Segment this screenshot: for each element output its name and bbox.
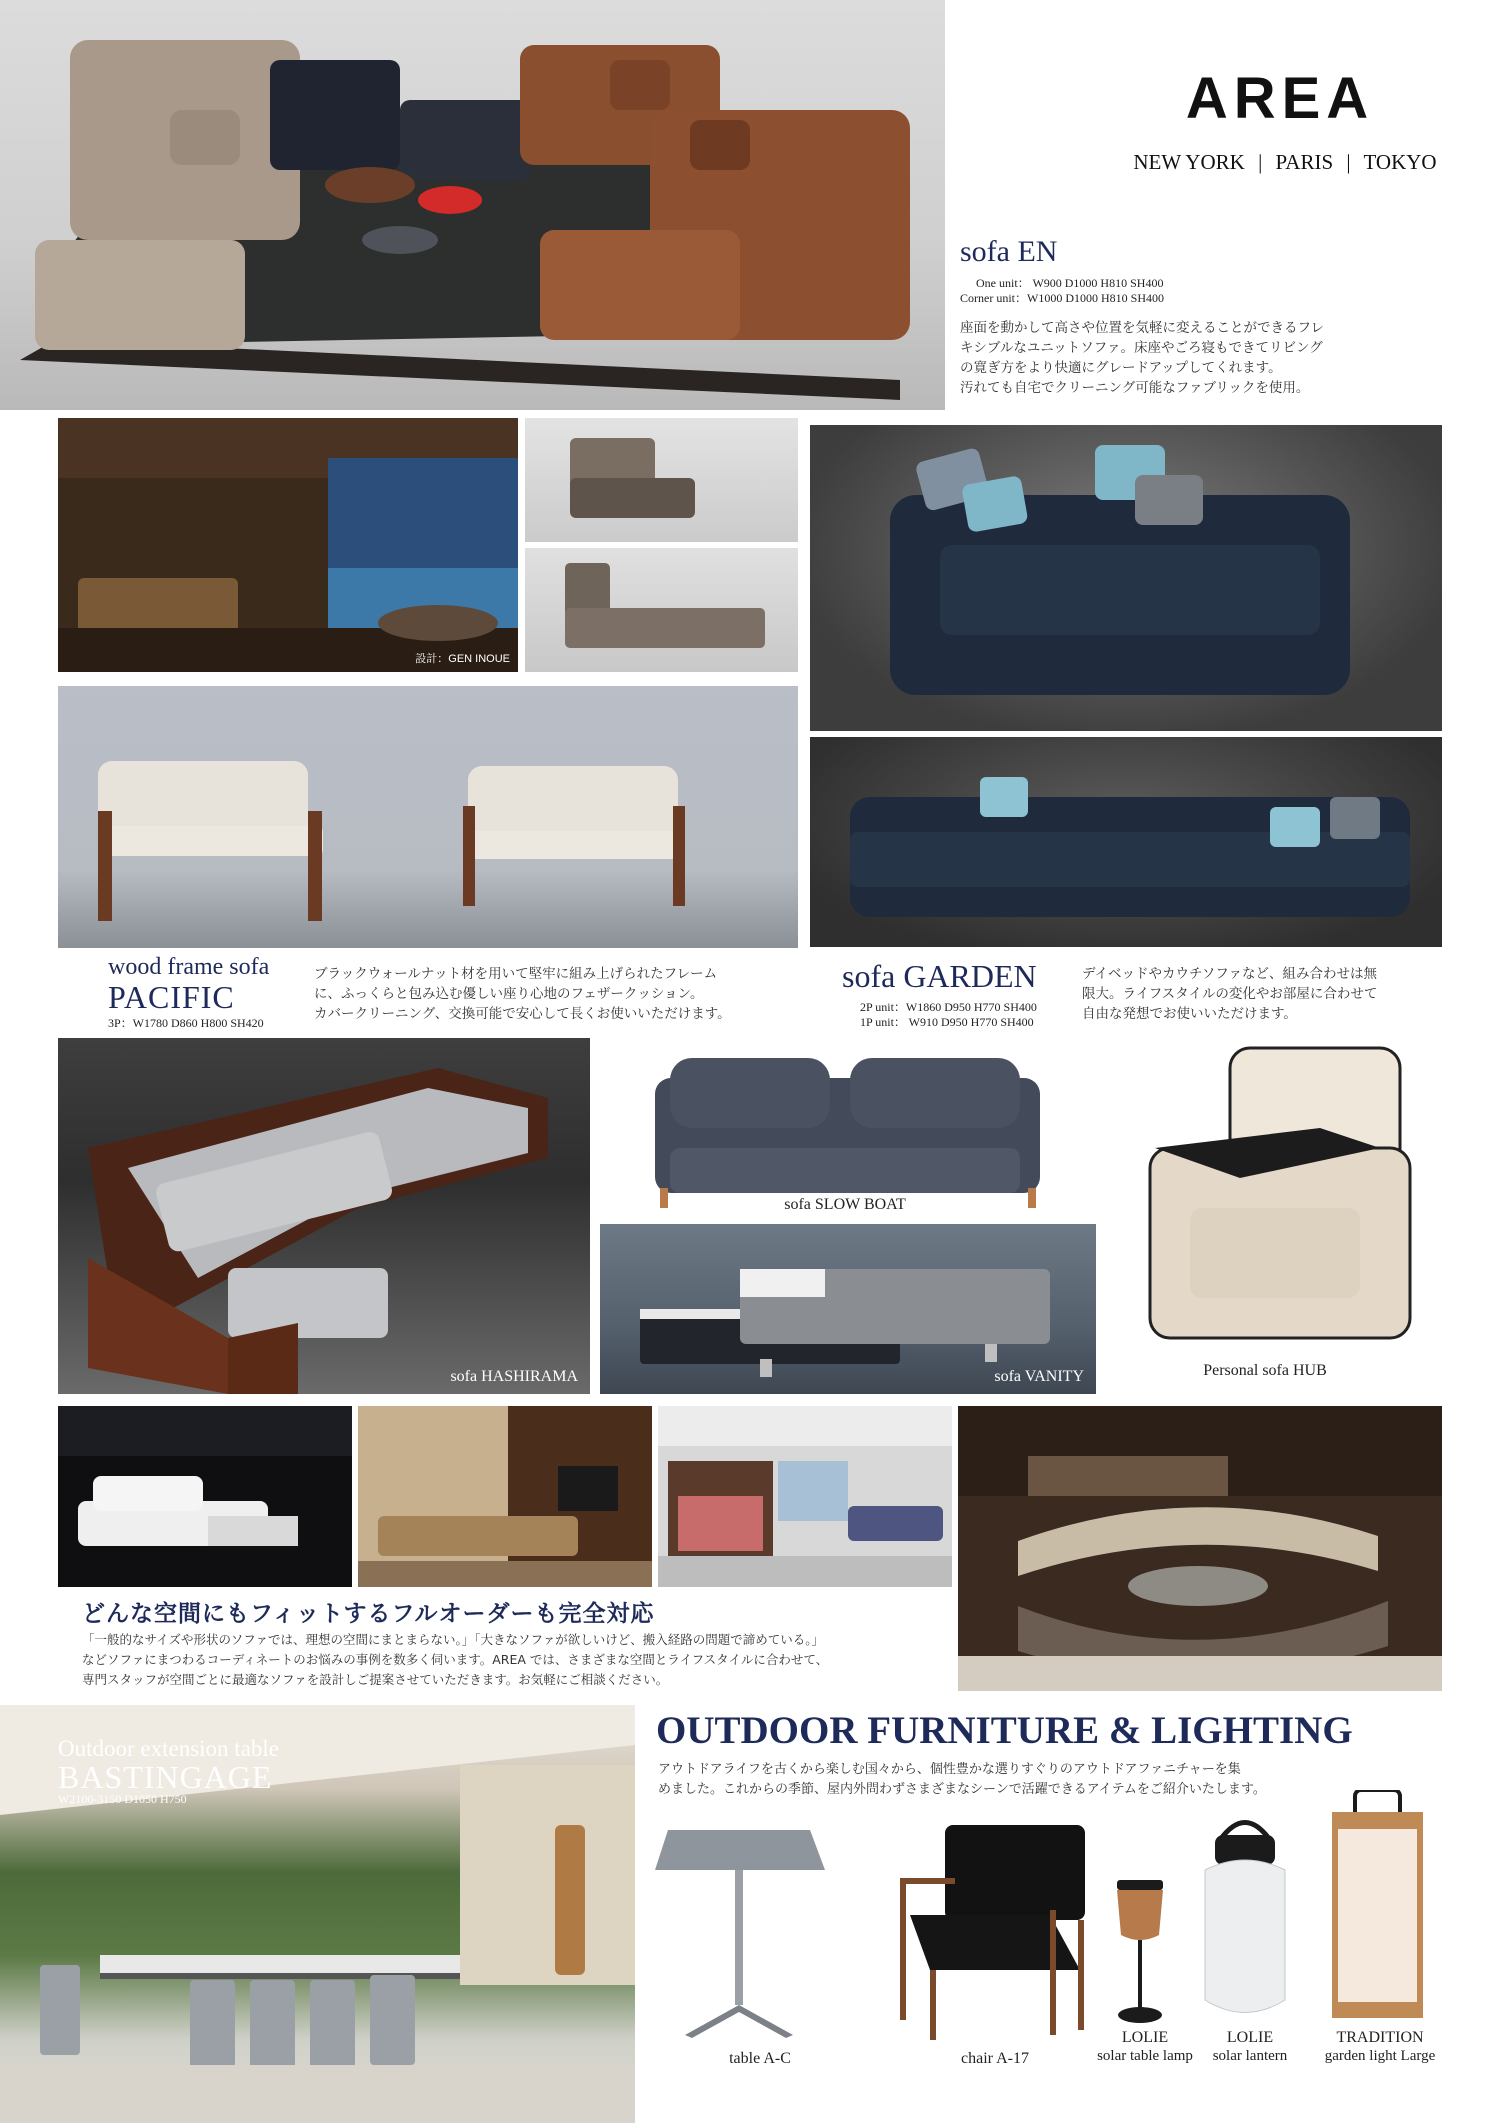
outdoor-title: OUTDOOR FURNITURE & LIGHTING: [656, 1709, 1353, 1752]
tradition-light-image: [1325, 1790, 1430, 2020]
sofa-en-desc-4: 汚れても自宅でクリーニング可能なファブリックを使用。: [960, 380, 1310, 396]
pacific-title: [108, 952, 270, 1015]
pacific-line2: PACIFIC: [108, 979, 235, 1015]
sofa-en-desc-2: キシブルなユニットソファ。床座やごろ寝もできてリビング: [960, 340, 1323, 356]
pacific-desc-2: に、ふっくらと包み込む優しい座り心地のフェザークッション。: [314, 986, 704, 1002]
product-lolie-lantern-sub: solar lantern: [1212, 2048, 1288, 2064]
product-tradition: [1310, 2028, 1450, 2066]
bastingage-line2: BASTINGAGE: [58, 1759, 273, 1795]
bastingage-line1: Outdoor extension table: [58, 1736, 280, 1761]
living-room-photo: [358, 1406, 652, 1587]
fullorder-heading: どんな空間にもフィットするフルオーダーも完全対応: [82, 1601, 655, 1627]
garden-desc-1: デイベッドやカウチソファなど、組み合わせは無: [1082, 966, 1377, 982]
pacific-desc-1: ブラックウォールナット材を用いて堅牢に組み上げられたフレーム: [314, 966, 718, 982]
bastingage-dims: W2100-3150 D1050 H750: [58, 1792, 187, 1806]
product-lolie-lamp-sub: solar table lamp: [1097, 2048, 1193, 2064]
hashirama-caption: sofa HASHIRAMA: [450, 1368, 578, 1385]
sofa-en-desc-3: の寛ぎ方をより快適にグレードアップしてくれます。: [960, 360, 1282, 376]
brand-cities: NEW YORK | PARIS | TOKYO: [1133, 150, 1437, 174]
pacific-line1: wood frame sofa: [108, 954, 270, 980]
bastingage-photo: [0, 1705, 635, 2123]
sofa-en-desc-1: 座面を動かして高さや位置を気軽に変えることができるフレ: [960, 320, 1324, 336]
sofa-en-dim-corner: Corner unit：W1000 D1000 H810 SH400: [960, 291, 1164, 305]
pacific-photo: [58, 686, 798, 948]
fullorder-body-2: などソファにまつわるコーディネートのお悩みの事例を数多く伺います。AREA では、さまざまな空間とライフスタイルに合わせて、: [82, 1652, 829, 1667]
unit-photo-bottom: [525, 548, 798, 672]
product-chair-a17: [925, 2050, 1065, 2068]
garden-desc-2: 限大。ライフスタイルの変化やお部屋に合わせて: [1082, 986, 1378, 1002]
photo-credit: 設計：GEN INOUE: [415, 653, 510, 665]
product-tradition-name: TRADITION: [1336, 2029, 1424, 2046]
sofa-en-dims: [960, 276, 1210, 306]
fullorder-body-3: 専門スタッフが空間ごとに最適なソファを設計しご提案させていただきます。お気軽にご相談ください。: [82, 1672, 669, 1687]
hub-photo: [1120, 1038, 1442, 1364]
slow-boat-caption: sofa SLOW BOAT: [784, 1196, 906, 1213]
city-new-york: NEW YORK: [1133, 150, 1245, 174]
garden-dim-2p: 2P unit：W1860 D950 H770 SH400: [860, 1000, 1037, 1014]
garden-photo-top: [810, 425, 1442, 731]
garden-dims: [860, 1000, 1037, 1030]
vanity-photo: [600, 1224, 1096, 1394]
garden-title: sofa GARDEN: [842, 958, 1037, 994]
city-paris: PARIS: [1275, 150, 1334, 174]
brand-logo: AREA: [1185, 66, 1375, 131]
product-chair-a17-name: chair A-17: [961, 2050, 1029, 2067]
lolie-lamp-image: [1105, 1880, 1175, 2030]
garden-photo-bottom: [810, 737, 1442, 947]
interior-night-photo: [58, 418, 518, 672]
fullorder-body-1: 「一般的なサイズや形状のソファでは、理想の空間にまとまらない。」「大きなソファが欲しいけど、搬入経路の問題で諦めている。」: [82, 1632, 825, 1647]
table-ac-image: [650, 1820, 825, 2045]
vanity-caption: sofa VANITY: [994, 1368, 1084, 1385]
pacific-description: [314, 964, 774, 1024]
product-lolie-lantern: [1195, 2028, 1305, 2066]
product-table-ac-name: table A-C: [729, 2050, 791, 2067]
sofa-en-photo: [0, 0, 945, 410]
outdoor-desc-1: アウトドアライフを古くから楽しむ国々から、個性豊かな選りすぐりのアウトドアファニチャーを集: [658, 1762, 1241, 1777]
chair-a17-image: [890, 1820, 1100, 2045]
lolie-lantern-image: [1195, 1810, 1295, 2035]
curved-sofa-photo: [958, 1406, 1442, 1691]
bastingage-title: [58, 1735, 279, 1807]
pacific-desc-3: カバークリーニング、交換可能で安心して長くお使いいただけます。: [314, 1006, 731, 1022]
garden-desc-3: 自由な発想でお使いいただけます。: [1082, 1006, 1297, 1022]
product-table-ac: [690, 2050, 830, 2068]
product-lolie-lamp: [1085, 2028, 1205, 2066]
fullorder-body: [82, 1630, 952, 1690]
sofa-en-title: sofa EN: [960, 235, 1058, 268]
slow-boat-photo: [600, 1038, 1090, 1208]
kids-room-photo: [658, 1406, 952, 1587]
hashirama-photo: [58, 1038, 590, 1394]
sofa-en-description: [960, 318, 1380, 398]
city-tokyo: TOKYO: [1363, 150, 1437, 174]
product-lolie-lantern-name: LOLIE: [1226, 2029, 1274, 2046]
garden-dim-1p: 1P unit： W910 D950 H770 SH400: [860, 1015, 1034, 1029]
product-tradition-sub: garden light Large: [1324, 2048, 1436, 2064]
outdoor-desc-2: めました。これからの季節、屋内外問わずさまざまなシーンで活躍できるアイテムをご紹介いたします。: [658, 1782, 1266, 1797]
hub-caption: Personal sofa HUB: [1203, 1362, 1327, 1379]
unit-photo-top: [525, 418, 798, 542]
pacific-dims: 3P：W1780 D860 H800 SH420: [108, 1016, 264, 1030]
product-lolie-lamp-name: LOLIE: [1121, 2029, 1169, 2046]
garden-description: [1082, 964, 1412, 1024]
sofa-en-dim-one: One unit： W900 D1000 H810 SH400: [976, 276, 1164, 290]
white-sofa-photo: [58, 1406, 352, 1587]
